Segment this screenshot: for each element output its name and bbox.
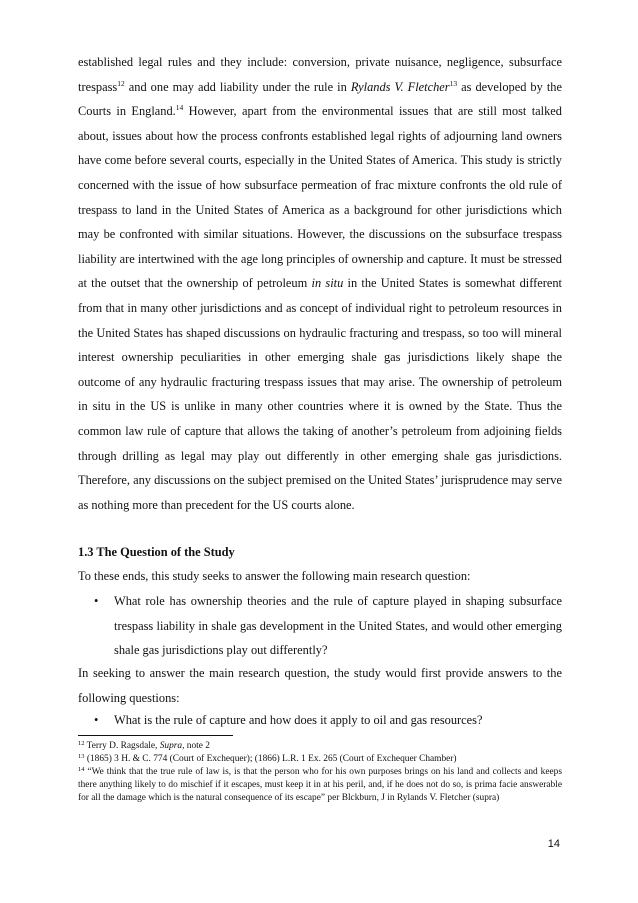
footnotes <box>78 740 562 805</box>
list-item <box>78 708 562 733</box>
page-number: 14 <box>547 838 560 850</box>
footnote-text: Terry D. Ragsdale, <box>84 741 160 751</box>
text-run: established legal rules and they include: conversion, private nuisance, negligence, subsurface trespass <box>78 55 562 94</box>
text-run: and one may add liability under the rule in <box>124 79 351 94</box>
text-run: as developed by the Courts in England. <box>78 79 562 119</box>
footnote-ref-12[interactable]: 12 <box>117 78 125 88</box>
list-item-text: What role has ownership theories and the rule of capture played in shaping subsurface trespass liability in shale gas development in the United States, and would other emerging shale gas jurisdictions play out differently? <box>114 594 562 658</box>
footnote-italic: Supra <box>159 741 183 751</box>
footnote-13 <box>78 753 562 766</box>
sub-questions-intro: In seeking to answer the main research question, the study would first provide answers to the following questions: <box>78 666 562 705</box>
research-question-list <box>78 589 562 663</box>
footnote-number: 13 <box>78 753 85 760</box>
text-run: However, apart from the environmental issues that are still most talked about, issues about how the process confronts established legal rights of adjourning land owners have come before several courts, especially in the United States of America. This study is strictly concerned with the issue of how subsurface permeation of frac mixture confronts the old rule of trespass to land in the United States of America as a background for other jurisdictions which may be confronted with similar situations. However, the discussions on the subsurface trespass liability are intertwined with the age long principles of ownership and capture. It must be stressed at the outset that the ownership of petroleum <box>78 104 562 291</box>
footnote-12 <box>78 740 562 753</box>
bullet-icon: • <box>94 713 99 727</box>
sub-question-list <box>78 708 562 733</box>
footnote-divider <box>78 735 233 736</box>
text-run: in the United States is somewhat different from that in many other jurisdictions and as concept of individual right to petroleum resources in the United States has shaped discussions on hydraulic fracturing and trespass, so too will mineral interest ownership peculiarities in other emerging shale gas jurisdictions likely shape the outcome of any hydraulic fracturing trespass issues that may arise. The ownership of petroleum in situ in the US is unlike in many other countries where it is owned by the State. Thus the common law rule of capture that allows the taking of another’s petroleum from adjoining fields through drilling as legal may play out differently in other emerging shale gas jurisdictions. Therefore, any discussions on the subject premised on the United States’ jurisprudence may serve as nothing more than precedent for the US courts alone. <box>78 276 562 512</box>
list-item-text: What is the rule of capture and how does it apply to oil and gas resources? <box>114 713 483 727</box>
footnote-number: 12 <box>78 740 85 747</box>
latin-term: in situ <box>311 276 344 291</box>
list-item <box>78 589 562 663</box>
case-name: Rylands V. Fletcher <box>350 79 450 94</box>
footnote-text: , note 2 <box>182 741 210 751</box>
footnote-ref-13[interactable]: 13 <box>449 78 458 88</box>
footnote-text: (1865) 3 H. & C. 774 (Court of Exchequer); (1866) L.R. 1 Ex. 265 (Court of Exchequer Chamber) <box>84 754 457 764</box>
footnote-ref-14[interactable]: 14 <box>175 103 184 113</box>
footnote-14 <box>78 766 562 805</box>
intro-paragraph: To these ends, this study seeks to answer the following main research question: <box>78 569 471 583</box>
body-paragraph <box>78 50 562 517</box>
section-heading: 1.3 The Question of the Study <box>78 545 235 559</box>
bullet-icon: • <box>94 594 99 608</box>
footnote-text: “We think that the true rule of law is, is that the person who for his own purposes brings on his land and collects and keeps there anything likely to do mischief if it escapes, must keep it in at his peril, and, if he does not do so, is prima facie answerable for all the damage which is the natural consequence of its escape” per Blckburn, J in Rylands V. Fletcher (supra) <box>78 767 562 803</box>
footnote-number: 14 <box>78 766 85 773</box>
